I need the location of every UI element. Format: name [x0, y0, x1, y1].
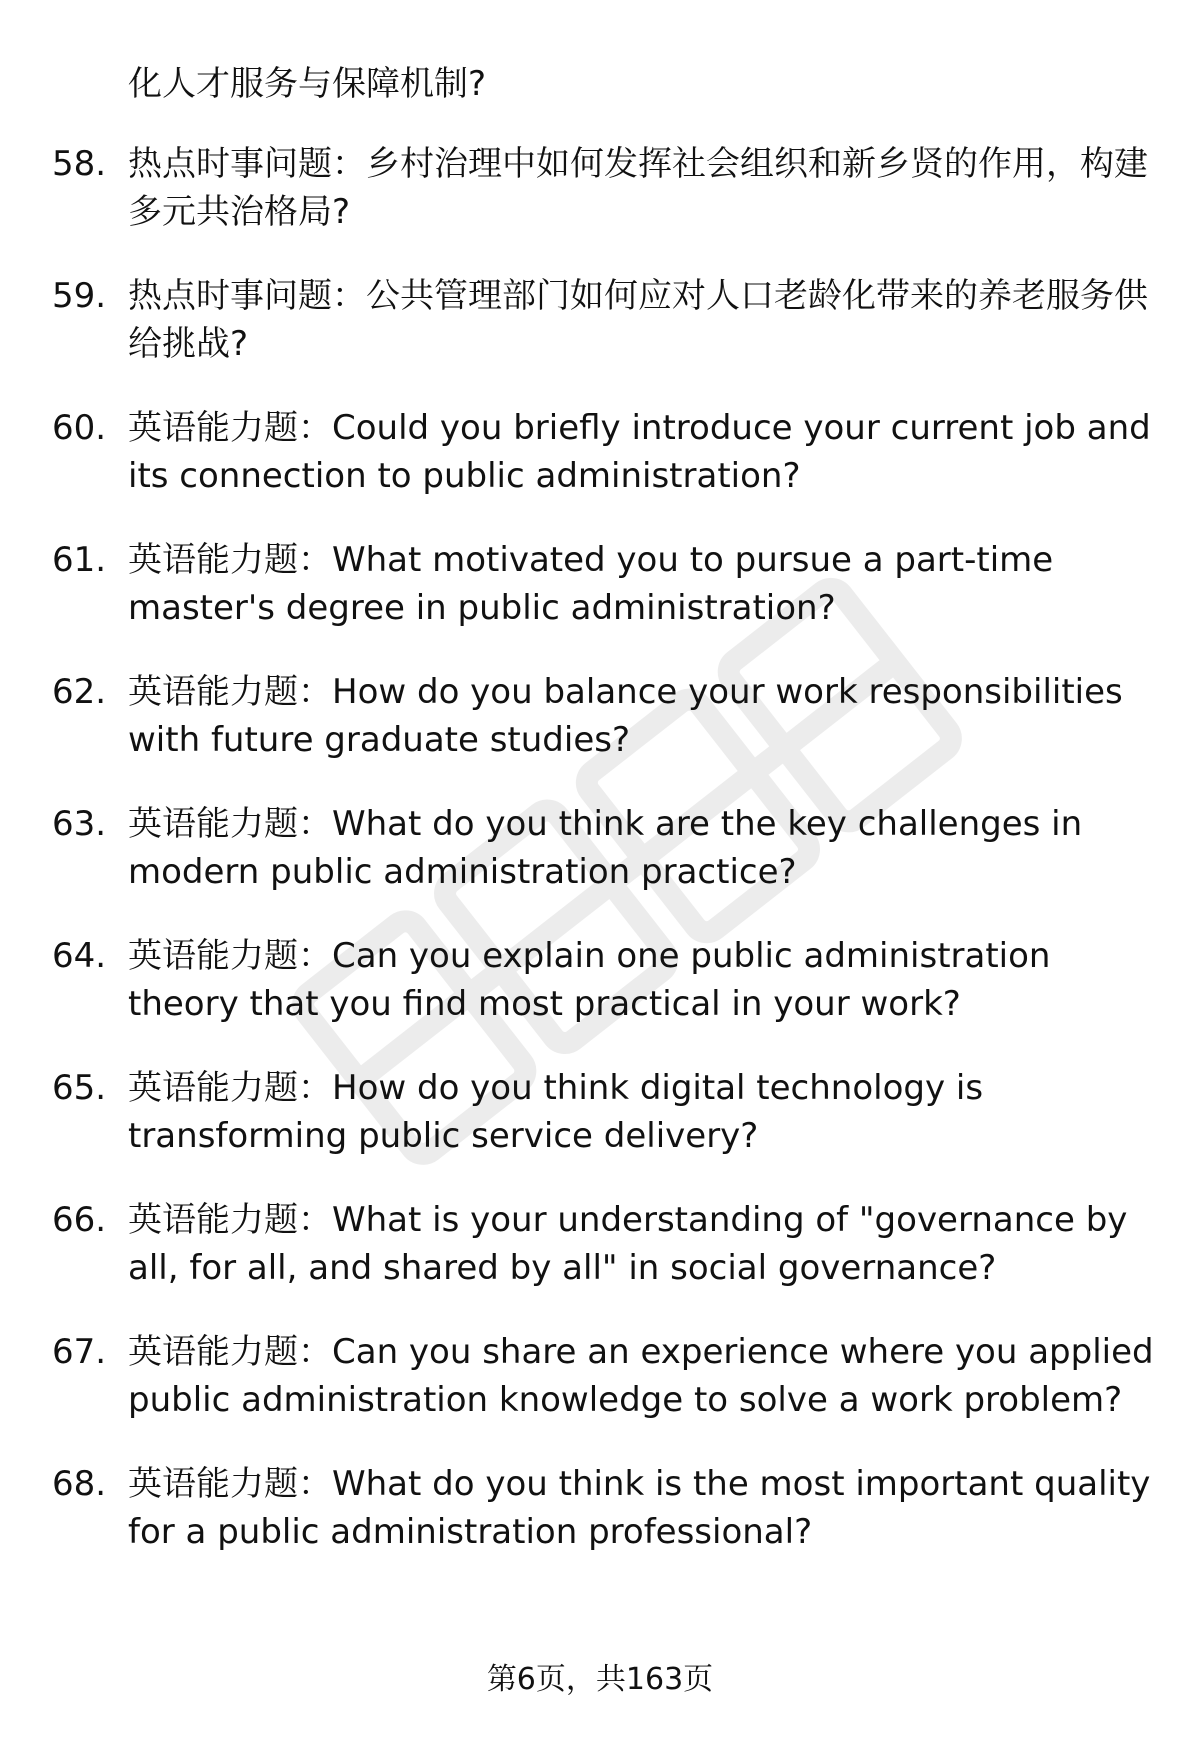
question-item — [0, 1460, 1200, 1556]
question-number: 66. — [52, 1200, 107, 1240]
question-item — [0, 536, 1200, 632]
question-item — [0, 404, 1200, 500]
page-footer — [0, 1660, 1200, 1700]
question-item — [0, 800, 1200, 896]
question-list — [0, 140, 1200, 1592]
question-number: 62. — [52, 672, 107, 712]
question-text: 英语能力题：How do you balance your work responsibilities with future graduate studies? — [128, 672, 1123, 760]
question-item — [0, 1196, 1200, 1292]
question-item — [0, 140, 1200, 236]
question-item — [0, 1064, 1200, 1160]
question-text: 英语能力题：What motivated you to pursue a part-time master's degree in public administration? — [128, 540, 1054, 628]
question-number: 65. — [52, 1068, 107, 1108]
question-text: 热点时事问题：乡村治理中如何发挥社会组织和新乡贤的作用，构建多元共治格局? — [128, 144, 1148, 232]
question-number: 61. — [52, 540, 107, 580]
question-text: 英语能力题：Could you briefly introduce your current job and its connection to public administration? — [128, 408, 1151, 496]
question-item — [0, 668, 1200, 764]
question-text: 英语能力题：Can you share an experience where you applied public administration knowledge to solve a work problem? — [128, 1332, 1154, 1420]
question-number: 58. — [52, 144, 107, 184]
question-number: 59. — [52, 276, 107, 316]
question-text: 英语能力题：What do you think is the most important quality for a public administration professional? — [128, 1464, 1151, 1552]
continued-question-text: 化人才服务与保障机制? — [128, 64, 487, 104]
question-text: 英语能力题：What do you think are the key challenges in modern public administration practice? — [128, 804, 1083, 892]
question-text: 热点时事问题：公共管理部门如何应对人口老龄化带来的养老服务供给挑战? — [128, 276, 1148, 364]
question-item — [0, 932, 1200, 1028]
question-text: 英语能力题：How do you think digital technology is transforming public service delivery? — [128, 1068, 984, 1156]
question-text: 英语能力题：Can you explain one public administration theory that you find most practical in your work? — [128, 936, 1051, 1024]
question-number: 68. — [52, 1464, 107, 1504]
question-item — [0, 272, 1200, 368]
question-number: 60. — [52, 408, 107, 448]
question-text: 英语能力题：What is your understanding of "governance by all, for all, and shared by all" in social governance? — [128, 1200, 1128, 1288]
question-number: 63. — [52, 804, 107, 844]
question-number: 64. — [52, 936, 107, 976]
page-number-label: 第6页，共163页 — [486, 1662, 714, 1697]
question-number: 67. — [52, 1332, 107, 1372]
question-item — [0, 1328, 1200, 1424]
